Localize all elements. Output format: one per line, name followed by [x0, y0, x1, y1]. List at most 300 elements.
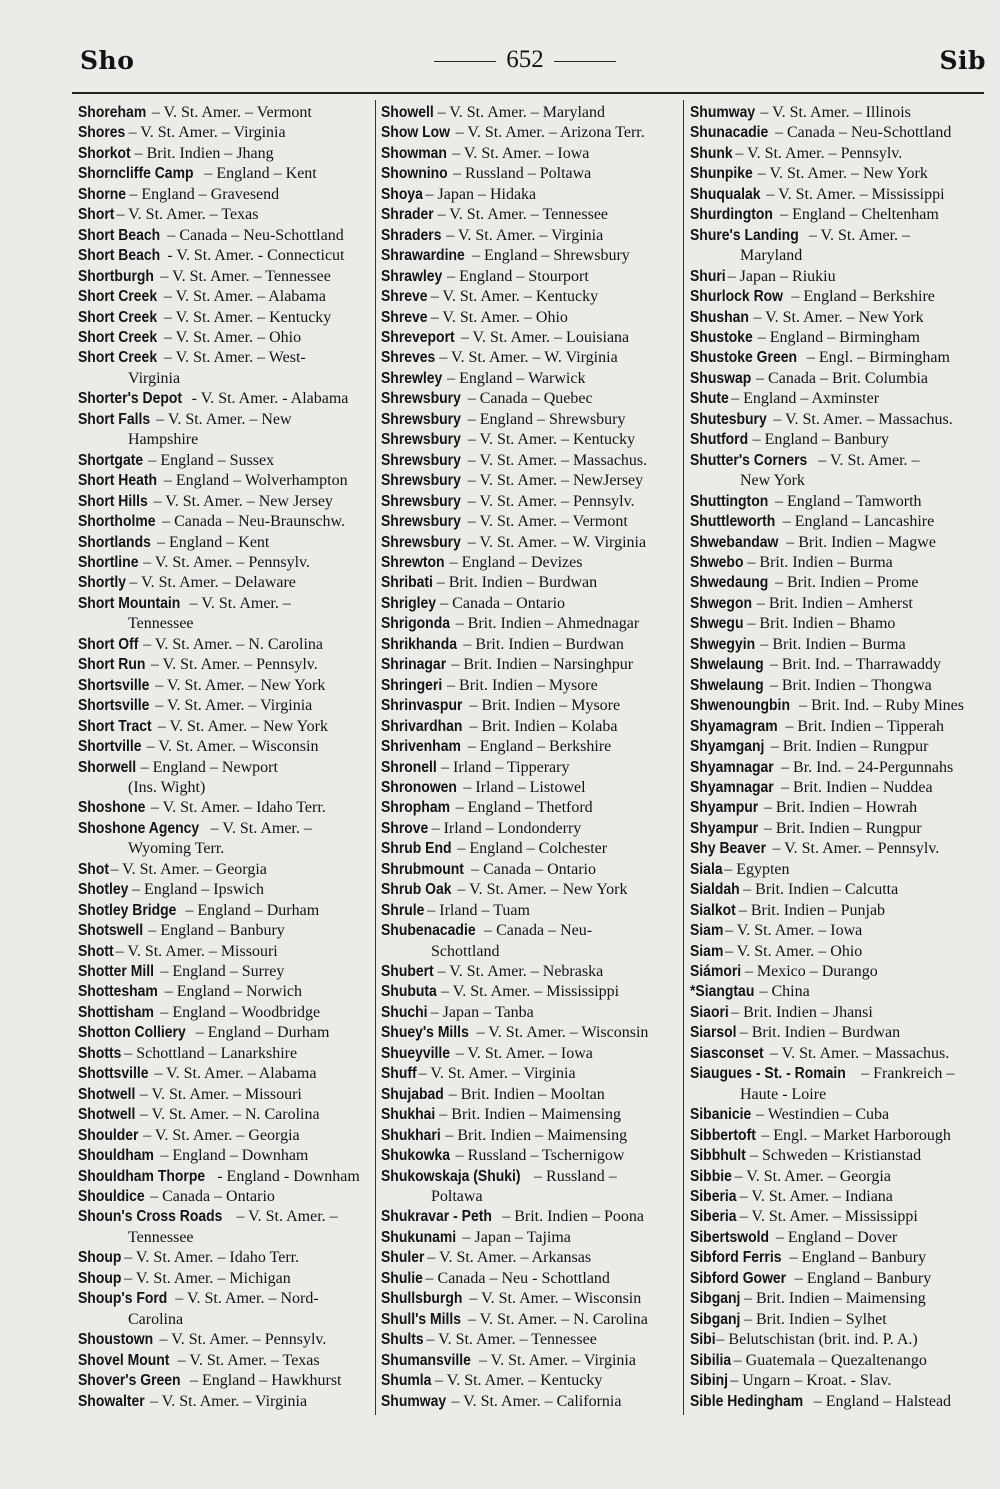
entry-name: Shyamnagar	[690, 778, 774, 796]
entry-location: – V. St. Amer. – Kentucky	[430, 1372, 603, 1390]
entry-name: Shrawardine	[381, 247, 465, 265]
entry-name: Shrewsbury	[381, 513, 461, 531]
entry-location: – Brit. Indien – Rungpur	[766, 738, 929, 756]
entry-location: – Brit. Indien – Maimensing	[739, 1290, 926, 1308]
entry-continuation: Schottland	[431, 942, 500, 960]
entry-name: Sibilia	[690, 1351, 732, 1369]
gazetteer-entry	[78, 1023, 380, 1043]
entry-location: – Canada – Neu-	[480, 922, 593, 940]
entry-name: Shrivenham	[381, 738, 461, 756]
entry-name: Sibbertoft	[690, 1126, 756, 1144]
entry-name: Shoshone Agency	[78, 819, 200, 837]
entry-location: – Brit. Indien – Rungpur	[759, 819, 922, 837]
entry-name: Shyampur	[690, 799, 759, 817]
entry-name: Shover's Green	[78, 1372, 181, 1390]
running-head-right: Sib	[939, 46, 986, 75]
gazetteer-entry	[690, 921, 992, 941]
gazetteer-entry	[381, 1207, 683, 1227]
entry-name: Shukowka	[381, 1147, 451, 1165]
gazetteer-entry	[690, 778, 992, 798]
entry-location: – England – Halstead	[809, 1392, 952, 1410]
entry-location: – V. St. Amer. – Iowa	[448, 144, 590, 162]
entry-name: Shortholme	[78, 513, 156, 531]
gazetteer-entry	[78, 287, 380, 307]
gazetteer-entry	[690, 267, 992, 287]
entry-location: – Brit. Indien – Bhamo	[743, 615, 896, 633]
gazetteer-entry	[690, 1187, 992, 1207]
gazetteer-entry	[381, 103, 683, 123]
entry-name: Sibganj	[690, 1310, 741, 1328]
entry-name: Shrigley	[381, 594, 437, 612]
entry-location: – England – Banbury	[790, 1269, 932, 1287]
gazetteer-entry	[78, 103, 380, 123]
entry-name: Shrinagar	[381, 656, 447, 674]
entry-name: Shortsville	[78, 697, 150, 715]
entry-name: Shoup	[78, 1269, 122, 1287]
gazetteer-entry	[381, 1248, 683, 1268]
entry-location: – V. St. Amer. – New York	[153, 717, 328, 735]
entry-name: Shoshone	[78, 799, 146, 817]
entry-name: Shunacadie	[690, 124, 769, 142]
gazetteer-entry	[690, 103, 992, 123]
entry-name: Shotwell	[78, 1085, 136, 1103]
entry-name: Shotswell	[78, 922, 144, 940]
gazetteer-entry	[690, 533, 992, 553]
entry-location: – V. St. Amer. –	[804, 226, 911, 244]
entry-name: Shrikhanda	[381, 635, 457, 653]
gazetteer-entry	[78, 348, 380, 368]
entry-name: Shukhari	[381, 1126, 441, 1144]
gazetteer-entry	[78, 451, 380, 471]
entry-location: – V. St. Amer. – Massachus.	[463, 451, 648, 469]
entry-location: – Brit. Indien – Jhansi	[727, 1003, 873, 1021]
entry-name: Sialkot	[690, 901, 736, 919]
gazetteer-entry	[381, 410, 683, 430]
page-number-line	[0, 46, 1000, 74]
gazetteer-entry	[381, 533, 683, 553]
gazetteer-entry	[78, 819, 380, 839]
page-number: 652	[506, 46, 544, 73]
entry-name: Shotton Colliery	[78, 1024, 186, 1042]
entry-name: Shoustown	[78, 1331, 154, 1349]
entry-location: – England – Berkshire	[463, 738, 612, 756]
entry-location: – Belutschistan (brit. ind. P. A.)	[712, 1331, 918, 1349]
entry-location: – V. St. Amer. – New York	[151, 676, 326, 694]
gazetteer-entry	[78, 512, 380, 532]
entry-location: – Brit. Indien – Jhang	[130, 144, 274, 162]
gazetteer-entry	[381, 655, 683, 675]
entry-name: Shwenoungbin	[690, 697, 790, 715]
entry-location: – V. St. Amer. – Alabama	[150, 1065, 317, 1083]
gazetteer-entry	[381, 348, 683, 368]
gazetteer-entry	[381, 553, 683, 573]
entry-continuation: Wyoming Terr.	[128, 840, 225, 858]
entry-location: – V. St. Amer. – Alabama	[159, 288, 326, 306]
entry-name: Shubuta	[381, 983, 437, 1001]
gazetteer-entry	[78, 533, 380, 553]
gazetteer-entry	[381, 205, 683, 225]
gazetteer-entry	[690, 1207, 992, 1227]
entry-name: Shyamagram	[690, 717, 778, 735]
entry-location: – Brit. Indien – Mooltan	[444, 1085, 605, 1103]
gazetteer-entry	[78, 737, 380, 757]
gazetteer-entry	[78, 1126, 380, 1146]
entry-location: – Schottland – Lanarkshire	[120, 1044, 298, 1062]
entry-location: – Canada – Ontario	[146, 1188, 275, 1206]
entry-name: Showman	[381, 144, 447, 162]
entry-location: – Brit. Ind. – Ruby Mines	[795, 697, 964, 715]
entry-name: Shrewsbury	[381, 451, 461, 469]
entry-location: – England – Sussex	[144, 451, 275, 469]
entry-name: Shotter Mill	[78, 963, 154, 981]
gazetteer-entry	[690, 798, 992, 818]
entry-name: Shute	[690, 390, 729, 408]
entry-name: Shyampur	[690, 819, 759, 837]
entry-location: – V. St. Amer. – Georgia	[106, 860, 267, 878]
rule-right	[554, 61, 616, 62]
entry-location: – V. St. Amer. – Kentucky	[463, 431, 636, 449]
entry-name: Shrader	[381, 206, 434, 224]
entry-location: – V. St. Amer. – Vermont	[147, 104, 312, 121]
gazetteer-entry	[78, 328, 380, 348]
gazetteer-entry	[381, 492, 683, 512]
entry-location: – V. St. Amer. –	[232, 1208, 338, 1226]
gazetteer-entry	[381, 1126, 683, 1146]
entry-location: – V. St. Amer. – New York	[453, 881, 628, 899]
entry-location: – England – Warwick	[443, 369, 586, 387]
entry-location: – V. St. Amer. – Arkansas	[423, 1249, 592, 1267]
entry-location: – V. St. Amer. – Virginia	[146, 1392, 308, 1410]
gazetteer-entry	[381, 185, 683, 205]
entry-location: – V. St. Amer. – Iowa	[451, 1044, 593, 1062]
gazetteer-entry	[381, 1228, 683, 1248]
gazetteer-entry	[690, 676, 992, 696]
entry-name: Shuqualak	[690, 185, 761, 203]
entry-location: – V. St. Amer. – New York	[749, 308, 924, 326]
entry-name: Shottsville	[78, 1065, 149, 1083]
entry-location: – England – Hawkhurst	[185, 1372, 342, 1390]
entry-location: – Brit. Indien – Howrah	[759, 799, 918, 817]
gazetteer-entry	[78, 676, 380, 696]
gazetteer-entry	[78, 758, 380, 778]
gazetteer-entry	[690, 1044, 992, 1064]
gazetteer-entry	[381, 758, 683, 778]
gazetteer-entry	[690, 1003, 992, 1023]
entry-name: Shouldham	[78, 1147, 154, 1165]
entry-location: – England – Dover	[771, 1228, 898, 1246]
gazetteer-entry	[690, 839, 992, 859]
entry-location: – Japan – Tajima	[458, 1228, 571, 1246]
entry-name: Shottisham	[78, 1003, 154, 1021]
entry-location: – Westindien – Cuba	[752, 1106, 890, 1124]
gazetteer-entry	[381, 164, 683, 184]
entry-name: Siberia	[690, 1188, 737, 1206]
entry-location: – V. St. Amer. – New	[152, 410, 292, 428]
entry-name: Shotts	[78, 1044, 122, 1062]
entry-location: – V. St. Amer. – Delaware	[125, 574, 296, 592]
entry-location: – V. St. Amer. – W. Virginia	[463, 533, 647, 551]
entry-location: – England – Banbury	[144, 922, 285, 940]
entry-name: Shorter's Depot	[78, 390, 183, 408]
gazetteer-entry	[690, 430, 992, 450]
gazetteer-entry	[78, 717, 380, 737]
entry-name: Shullsburgh	[381, 1290, 463, 1308]
gazetteer-entry	[690, 1126, 992, 1146]
entry-location: – England – Norwich	[160, 983, 303, 1001]
gazetteer-entry	[381, 226, 683, 246]
gazetteer-entry	[690, 635, 992, 655]
entry-location: – England – Newport	[136, 758, 278, 776]
entry-name: Short Heath	[78, 472, 158, 490]
gazetteer-entry	[381, 246, 683, 266]
entry-location: – England – Shrewsbury	[468, 247, 630, 265]
gazetteer-entry	[690, 553, 992, 573]
entry-location: – Canada – Neu - Schottland	[421, 1269, 610, 1287]
entry-location: – Ungarn – Kroat. - Slav.	[726, 1372, 892, 1390]
gazetteer-entry	[381, 737, 683, 757]
entry-location: – Brit. Indien – Punjab	[734, 901, 886, 919]
entry-name: Sibford Gower	[690, 1269, 787, 1287]
entry-location: – England – Ipswich	[127, 881, 264, 899]
entry-name: Shortline	[78, 553, 139, 571]
gazetteer-entry	[690, 1392, 992, 1412]
entry-name: Shyamganj	[690, 738, 765, 756]
gazetteer-entry	[690, 348, 992, 368]
gazetteer-entry	[381, 389, 683, 409]
entry-name: Shouldham Thorpe	[78, 1167, 206, 1185]
entry-location: – V. St. Amer. – Tennessee	[422, 1331, 597, 1349]
entry-location: – England – Banbury	[785, 1249, 927, 1267]
entry-location: – V. St. Amer. – Georgia	[730, 1167, 891, 1185]
entry-continuation: Tennessee	[128, 1228, 194, 1246]
entry-continuation: Carolina	[128, 1310, 184, 1328]
entry-name: Sible Hedingham	[690, 1392, 804, 1410]
entry-name: Shulie	[381, 1269, 423, 1287]
entry-name: Shuff	[381, 1065, 417, 1083]
entry-location: – Br. Ind. – 24-Pergunnahs	[777, 758, 954, 776]
entry-name: Shwebo	[690, 553, 744, 571]
entry-name: Short Mountain	[78, 594, 181, 612]
gazetteer-entry	[690, 123, 992, 143]
entry-location: – V. St. Amer. – Ohio	[159, 328, 302, 346]
entry-name: Shrivardhan	[381, 717, 463, 735]
entry-name: Short Creek	[78, 328, 158, 346]
entry-name: Shuey's Mills	[381, 1024, 469, 1042]
entry-name: Shortgate	[78, 451, 144, 469]
entry-location: – Schweden – Kristianstad	[746, 1147, 922, 1165]
entry-location: – Brit. Indien – Maimensing	[435, 1106, 622, 1124]
entry-location: – V. St. Amer. – NewJersey	[463, 472, 644, 490]
entry-name: Shortsville	[78, 676, 150, 694]
gazetteer-entry	[381, 982, 683, 1002]
entry-name: Shwegu	[690, 615, 744, 633]
gazetteer-entry	[381, 430, 683, 450]
entry-name: Siala	[690, 860, 723, 878]
gazetteer-entry	[381, 1351, 683, 1371]
entry-location: – China	[755, 983, 810, 1001]
gazetteer-entry	[78, 308, 380, 328]
entry-location: – England – Banbury	[748, 431, 889, 449]
entry-name: Shwebandaw	[690, 533, 779, 551]
entry-location: – Brit. Indien – Mysore	[465, 697, 621, 715]
gazetteer-entry	[381, 1085, 683, 1105]
entry-name: Shrigonda	[381, 615, 450, 633]
entry-name: Shreveport	[381, 328, 455, 346]
gazetteer-entry	[690, 1105, 992, 1125]
gazetteer-entry	[78, 860, 380, 880]
entry-location: – V. St. Amer. – Pennsylv.	[731, 144, 903, 162]
gazetteer-entry	[78, 1269, 380, 1289]
entry-location: – England – Devizes	[445, 553, 583, 571]
entry-location: – V. St. Amer. – Texas	[112, 206, 259, 224]
entry-name: Sibbie	[690, 1167, 732, 1185]
entry-location: – Brit. Indien – Magwe	[782, 533, 936, 551]
gazetteer-entry	[381, 287, 683, 307]
entry-name: Shores	[78, 124, 126, 142]
entry-name: Shukravar - Peth	[381, 1208, 492, 1226]
entry-location: – Guatemala – Quezaltenango	[729, 1351, 927, 1369]
gazetteer-entry	[381, 717, 683, 737]
entry-name: Short Creek	[78, 288, 158, 306]
entry-name: Shotley Bridge	[78, 901, 177, 919]
gazetteer-entry	[381, 451, 683, 471]
entry-location: – V. St. Amer. – Mississippi	[762, 185, 945, 203]
entry-location: – V. St. Amer. –	[814, 451, 920, 469]
entry-name: Shouldice	[78, 1188, 145, 1206]
entry-location: – V. St. Amer. – Louisiana	[456, 328, 630, 346]
entry-location: – V. St. Amer. – Wisconsin	[465, 1290, 642, 1308]
entry-name: Shrub Oak	[381, 881, 452, 899]
entry-name: Shrinvaspur	[381, 697, 463, 715]
gazetteer-entry	[381, 1289, 683, 1309]
entry-location: – V. St. Amer. – Mississippi	[437, 983, 620, 1001]
entry-name: Short	[78, 206, 115, 224]
gazetteer-entry	[78, 144, 380, 164]
entry-location: – Brit. Indien – Burdwan	[735, 1024, 901, 1042]
gazetteer-entry	[381, 1064, 683, 1084]
gazetteer-entry	[381, 471, 683, 491]
entry-name: Showell	[381, 104, 434, 121]
gazetteer-entry	[381, 594, 683, 614]
entry-name: Shwelaung	[690, 656, 764, 674]
entry-location: – England – Colchester	[453, 840, 608, 858]
entry-name: Shull's Mills	[381, 1310, 462, 1328]
entry-name: Shorncliffe Camp	[78, 165, 194, 183]
gazetteer-entry	[381, 1330, 683, 1350]
entry-location: – England – Thetford	[451, 799, 593, 817]
gazetteer-entry	[690, 655, 992, 675]
entry-name: Shwegyin	[690, 635, 756, 653]
entry-name: Shurlock Row	[690, 288, 784, 306]
entry-location: – England – Shrewsbury	[463, 410, 626, 428]
gazetteer-entry	[381, 839, 683, 859]
entry-name: Shumansville	[381, 1351, 471, 1369]
entry-name: Shuler	[381, 1249, 425, 1267]
gazetteer-entry	[78, 185, 380, 205]
entry-name: Sialdah	[690, 881, 740, 899]
entry-continuation: Hampshire	[128, 431, 199, 449]
gazetteer-entry	[690, 451, 992, 471]
gazetteer-entry	[690, 1330, 992, 1350]
gazetteer-entry	[78, 982, 380, 1002]
entry-name: Shotwell	[78, 1106, 136, 1124]
gazetteer-entry	[78, 655, 380, 675]
gazetteer-entry	[381, 921, 683, 941]
gazetteer-entry	[381, 962, 683, 982]
entry-location: – England – Kent	[200, 165, 317, 183]
entry-name: Shreves	[381, 349, 436, 367]
entry-name: Shubert	[381, 963, 434, 981]
gazetteer-entry	[690, 1310, 992, 1330]
entry-location: – Russland –	[530, 1167, 617, 1185]
entry-name: Shustoke	[690, 328, 753, 346]
entry-continuation: Tennessee	[128, 615, 194, 633]
entry-location: – England – Woodbridge	[156, 1003, 321, 1021]
gazetteer-entry	[78, 553, 380, 573]
entry-location: – England – Durham	[181, 901, 320, 919]
entry-name: Shyamnagar	[690, 758, 774, 776]
entry-location: – V. St. Amer. – Pennsylv.	[768, 840, 940, 858]
entry-location: – Brit. Ind. – Tharrawaddy	[765, 656, 942, 674]
gazetteer-entry	[381, 123, 683, 143]
gazetteer-entry	[78, 1187, 380, 1207]
entry-name: Shoup's Ford	[78, 1290, 168, 1308]
entry-location: – Russland – Poltawa	[449, 165, 592, 183]
entry-name: Shuttleworth	[690, 513, 776, 531]
entry-location: – V. St. Amer. – Iowa	[721, 922, 863, 940]
entry-location: – England – Birmingham	[753, 328, 920, 346]
gazetteer-entry	[690, 594, 992, 614]
column-3	[690, 103, 992, 1412]
gazetteer-entry	[381, 778, 683, 798]
entry-location: – Brit. Indien – Sylhet	[739, 1310, 887, 1328]
entry-location: – V. St. Amer. – Pennsylv.	[139, 553, 311, 571]
gazetteer-entry	[381, 798, 683, 818]
entry-location: – V. St. Amer. – Nebraska	[433, 963, 604, 981]
entry-location: – Canada – Brit. Columbia	[752, 369, 929, 387]
entry-name: Short Creek	[78, 349, 158, 367]
gazetteer-entry	[381, 308, 683, 328]
entry-location: – England – Gravesend	[125, 185, 280, 203]
entry-name: Shoreham	[78, 104, 147, 121]
entry-location: – Canada – Quebec	[463, 390, 593, 408]
entry-location: – Brit. Indien – Amherst	[752, 594, 913, 612]
entry-name: Shoup	[78, 1249, 122, 1267]
entry-location: – England – Cheltenham	[776, 206, 939, 224]
gazetteer-entry	[690, 696, 992, 716]
entry-name: Shy Beaver	[690, 840, 767, 858]
gazetteer-entry	[381, 267, 683, 287]
gazetteer-entry	[690, 901, 992, 921]
gazetteer-entry	[78, 901, 380, 921]
entry-name: Shuttington	[690, 492, 769, 510]
entry-location: – Engl. – Birmingham	[802, 349, 950, 367]
column-divider-2	[683, 100, 684, 1415]
entry-name: Shwegon	[690, 594, 753, 612]
gazetteer-entry	[690, 1228, 992, 1248]
entry-name: Shortburgh	[78, 267, 154, 285]
entry-location: – Canada – Neu-Schottland	[771, 124, 952, 142]
entry-location: – V. St. Amer. – Ohio	[426, 308, 568, 326]
gazetteer-entry	[381, 1392, 683, 1412]
entry-name: Short Falls	[78, 410, 151, 428]
entry-location: – Canada – Ontario	[436, 594, 566, 612]
gazetteer-entry	[690, 573, 992, 593]
entry-location: – Irland – Tipperary	[437, 758, 570, 776]
gazetteer-entry	[78, 471, 380, 491]
gazetteer-entry	[381, 614, 683, 634]
entry-location: – England – Tamworth	[770, 492, 922, 510]
